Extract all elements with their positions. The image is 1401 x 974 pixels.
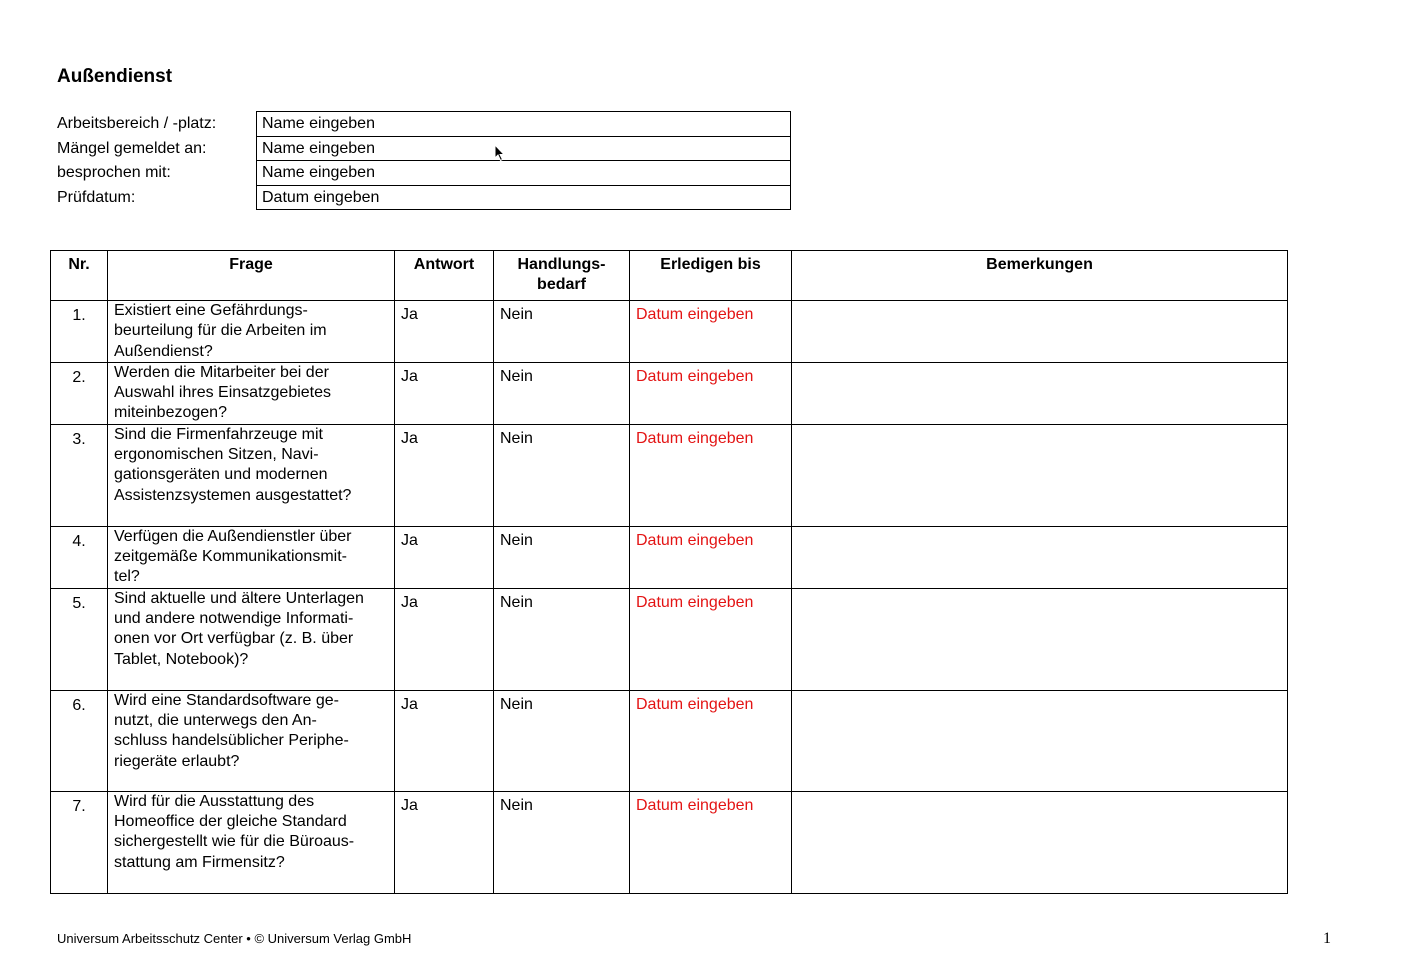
due-date-field[interactable]: Datum eingeben xyxy=(630,301,792,363)
footer-copyright: Universum Arbeitsschutz Center • © Universum Verlag GmbH xyxy=(57,931,412,946)
due-date-field[interactable]: Datum eingeben xyxy=(630,424,792,526)
answer-nein[interactable]: Nein xyxy=(494,791,630,893)
remarks-field[interactable] xyxy=(792,424,1288,526)
question-line: Assistenzsystemen ausgestattet? xyxy=(114,486,352,504)
due-date-field[interactable]: Datum eingeben xyxy=(630,791,792,893)
question-line: Auswahl ihres Einsatzgebietes xyxy=(114,384,332,402)
row-number: 2. xyxy=(51,362,108,424)
answer-ja[interactable]: Ja xyxy=(395,301,494,363)
question-line: sichergestellt wie für die Büroaus- xyxy=(114,833,355,851)
question-cell xyxy=(108,301,395,363)
question-line: tel? xyxy=(114,568,140,586)
due-date-field[interactable]: Datum eingeben xyxy=(630,362,792,424)
table-row xyxy=(51,526,1288,588)
meta-label-besprochen: besprochen mit: xyxy=(57,164,171,181)
question-line: Wird für die Ausstattung des xyxy=(114,792,315,810)
row-number: 7. xyxy=(51,791,108,893)
mouse-cursor-icon xyxy=(494,144,506,162)
answer-ja[interactable]: Ja xyxy=(395,588,494,690)
question-line: stattung am Firmensitz? xyxy=(114,853,285,871)
answer-nein[interactable]: Nein xyxy=(494,588,630,690)
arbeitsbereich-field[interactable]: Name eingeben xyxy=(257,112,790,137)
row-number: 4. xyxy=(51,526,108,588)
maengel-field[interactable]: Name eingeben xyxy=(257,137,790,162)
table-row xyxy=(51,362,1288,424)
question-line: onen vor Ort verfügbar (z. B. über xyxy=(114,630,354,648)
question-line: Wird eine Standardsoftware ge- xyxy=(114,691,339,709)
question-cell xyxy=(108,588,395,690)
question-line: Sind aktuelle und ältere Unterlagen xyxy=(114,589,364,607)
question-line: zeitgemäße Kommunikationsmit- xyxy=(114,548,347,566)
answer-nein[interactable]: Nein xyxy=(494,301,630,363)
question-line: Existiert eine Gefährdungs- xyxy=(114,302,308,319)
answer-ja[interactable]: Ja xyxy=(395,362,494,424)
question-line: Werden die Mitarbeiter bei der xyxy=(114,363,329,381)
question-line: schluss handelsüblicher Periphe- xyxy=(114,732,349,750)
answer-nein[interactable]: Nein xyxy=(494,424,630,526)
question-line: Sind die Firmenfahrzeuge mit xyxy=(114,425,323,443)
question-cell xyxy=(108,526,395,588)
page-title: Außendienst xyxy=(57,66,173,87)
table-row xyxy=(51,588,1288,690)
meta-label-maengel: Mängel gemeldet an: xyxy=(57,139,207,157)
remarks-field[interactable] xyxy=(792,690,1288,791)
question-line: riegeräte erlaubt? xyxy=(114,752,240,770)
table-row xyxy=(51,690,1288,791)
header-erledigen-bis: Erledigen bis xyxy=(630,251,792,301)
answer-ja[interactable]: Ja xyxy=(395,690,494,791)
question-line: und andere notwendige Informati- xyxy=(114,609,354,627)
row-number: 5. xyxy=(51,588,108,690)
meta-label-arbeitsbereich: Arbeitsbereich / -platz: xyxy=(57,115,217,132)
answer-ja[interactable]: Ja xyxy=(395,526,494,588)
remarks-field[interactable] xyxy=(792,588,1288,690)
question-line: nutzt, die unterwegs den An- xyxy=(114,711,317,729)
table-row xyxy=(51,791,1288,893)
row-number: 3. xyxy=(51,424,108,526)
header-frage: Frage xyxy=(108,251,395,301)
header-handlungsbedarf-line1: Handlungs- xyxy=(517,256,606,273)
due-date-field[interactable]: Datum eingeben xyxy=(630,690,792,791)
due-date-field[interactable]: Datum eingeben xyxy=(630,588,792,690)
question-line: Homeoffice der gleiche Standard xyxy=(114,812,347,830)
answer-ja[interactable]: Ja xyxy=(395,424,494,526)
besprochen-field[interactable]: Name eingeben xyxy=(257,161,790,186)
table-header-row xyxy=(51,251,1288,301)
table-row xyxy=(51,424,1288,526)
question-cell xyxy=(108,362,395,424)
meta-fields xyxy=(256,111,791,210)
remarks-field[interactable] xyxy=(792,791,1288,893)
header-bemerkungen: Bemerkungen xyxy=(792,251,1288,301)
question-line: Tablet, Notebook)? xyxy=(114,650,249,668)
question-line: beurteilung für die Arbeiten im xyxy=(114,322,327,340)
answer-nein[interactable]: Nein xyxy=(494,526,630,588)
question-line: Außendienst? xyxy=(114,342,213,360)
meta-label-pruefdatum: Prüfdatum: xyxy=(57,188,136,206)
question-cell xyxy=(108,791,395,893)
question-cell xyxy=(108,690,395,791)
due-date-field[interactable]: Datum eingeben xyxy=(630,526,792,588)
answer-nein[interactable]: Nein xyxy=(494,362,630,424)
question-line: Verfügen die Außendienstler über xyxy=(114,527,352,545)
row-number: 1. xyxy=(51,301,108,363)
question-line: gationsgeräten und modernen xyxy=(114,466,328,484)
question-line: miteinbezogen? xyxy=(114,404,227,422)
remarks-field[interactable] xyxy=(792,301,1288,363)
pruefdatum-field[interactable]: Datum eingeben xyxy=(262,188,380,206)
answer-nein[interactable]: Nein xyxy=(494,690,630,791)
checklist-table xyxy=(50,250,1288,894)
question-cell xyxy=(108,424,395,526)
header-handlungsbedarf xyxy=(494,251,630,301)
remarks-field[interactable] xyxy=(792,526,1288,588)
table-row xyxy=(51,301,1288,363)
remarks-field[interactable] xyxy=(792,362,1288,424)
question-line: ergonomischen Sitzen, Navi- xyxy=(114,446,319,464)
header-nr: Nr. xyxy=(51,251,108,301)
meta-labels xyxy=(57,113,216,211)
page-number: 1 xyxy=(1323,930,1331,947)
header-antwort: Antwort xyxy=(395,251,494,301)
answer-ja[interactable]: Ja xyxy=(395,791,494,893)
row-number: 6. xyxy=(51,690,108,791)
header-handlungsbedarf-line2: bedarf xyxy=(537,276,586,294)
